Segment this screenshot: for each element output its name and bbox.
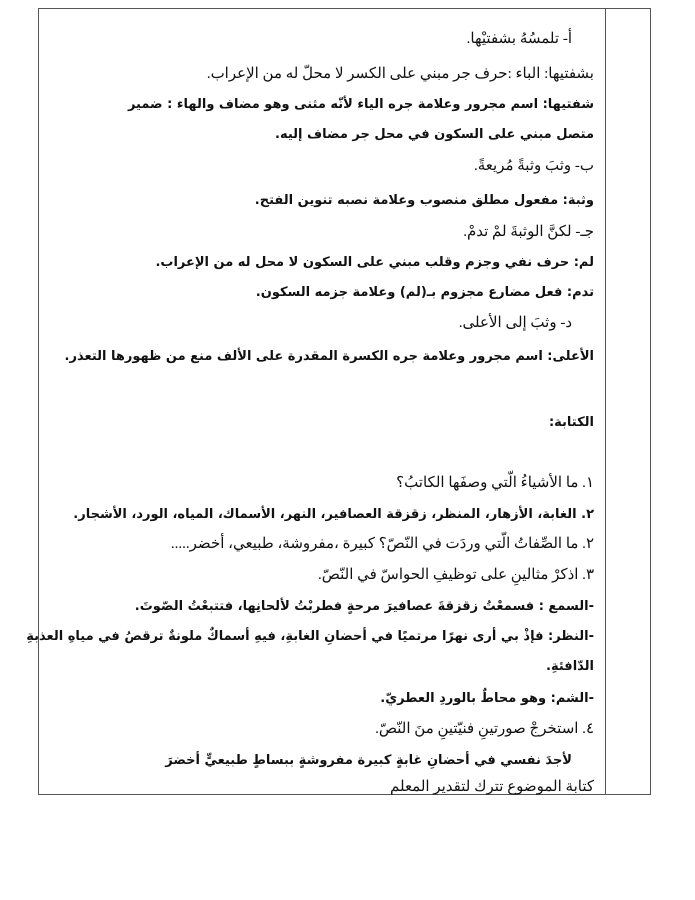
writing-q4: ٤. استخرجْ صورتينِ فنيّتينِ منَ النّصّ. <box>375 721 594 737</box>
parse-bishafatayha: بشفتيها: الباء :حرف جر مبني على الكسر لا محلّ له من الإعراب. <box>206 66 594 82</box>
parse-alaala: الأعلى: اسم مجرور وعلامة جره الكسرة المقدرة على الألف منع من ظهورها التعذر. <box>64 349 594 364</box>
parse-shafatayha-cont: متصل مبني على السكون في محل جر مضاف إليه. <box>275 127 594 142</box>
sense-sight-cont: الدّافئةِ. <box>546 659 594 674</box>
writing-note: كتابة الموضوع تترك لتقدير المعلم <box>390 779 594 795</box>
question-a: أ- تلمسُهُ بشفتيْها. <box>466 31 572 47</box>
sense-sight: -النظر: فإذْ بي أرى نهرًا مرتميًا في أحضانِ الغابةِ، فيهِ أسماكٌ ملونةٌ ترقصُ في مياهِ العذبةِ <box>26 629 594 644</box>
writing-a1: ٢. الغابة، الأزهار، المنظر، زقزقة العصافير، النهر، الأسماك، المياه، الورد، الأشجار. <box>73 507 594 522</box>
question-j: جـ- لكنَّ الوثبةَ لمْ تدمْ. <box>463 224 594 240</box>
sense-smell: -الشم: وهو محاطٌ بالوردِ العطريّ. <box>380 691 594 706</box>
writing-a4: لأجدَ نفسي في أحضانِ غابةٍ كبيرة مفروشةٍ ببساطٍ طبيعيٍّ أخضرَ <box>165 753 572 768</box>
parse-tadum: تدم: فعل مضارع مجزوم بـ(لم) وعلامة جزمه السكون. <box>255 285 594 300</box>
parse-wathba: وثبة: مفعول مطلق منصوب وعلامة نصبه تنوين الفتح. <box>254 193 594 208</box>
question-d: د- وثبَ إلى الأعلى. <box>458 315 572 331</box>
writing-q2: ٢. ما الصِّفاتُ الّتي وردَت في النّصّ؟ كبيرة ،مفروشة، طبيعي، أخضر..... <box>170 536 594 552</box>
parse-lam: لم: حرف نفي وجزم وقلب مبني على السكون لا محل له من الإعراب. <box>155 255 594 270</box>
lesson-content <box>26 9 594 795</box>
writing-q1: ١. ما الأشياءُ الّتي وصفَها الكاتبُ؟ <box>396 475 594 491</box>
page-frame <box>26 8 651 795</box>
margin-column-divider <box>605 9 606 794</box>
sense-hearing: -السمع : فسمعْتُ زقزقةَ عصافيرَ مرحةٍ فطربْتُ لألحانِها، فتتبعْتُ الصّوتَ. <box>134 599 594 614</box>
parse-shafatayha: شفتيها: اسم مجرور وعلامة جره الياء لأنّه مثنى وهو مضاف والهاء : ضمير <box>127 97 594 112</box>
writing-q3: ٣. اذكرْ مثالينِ على توظيفِ الحواسّ في النّصّ. <box>317 567 594 583</box>
writing-heading: الكتابة: <box>548 415 594 430</box>
question-b: ب- وثبَ وثبةً مُريعةً. <box>473 158 594 174</box>
